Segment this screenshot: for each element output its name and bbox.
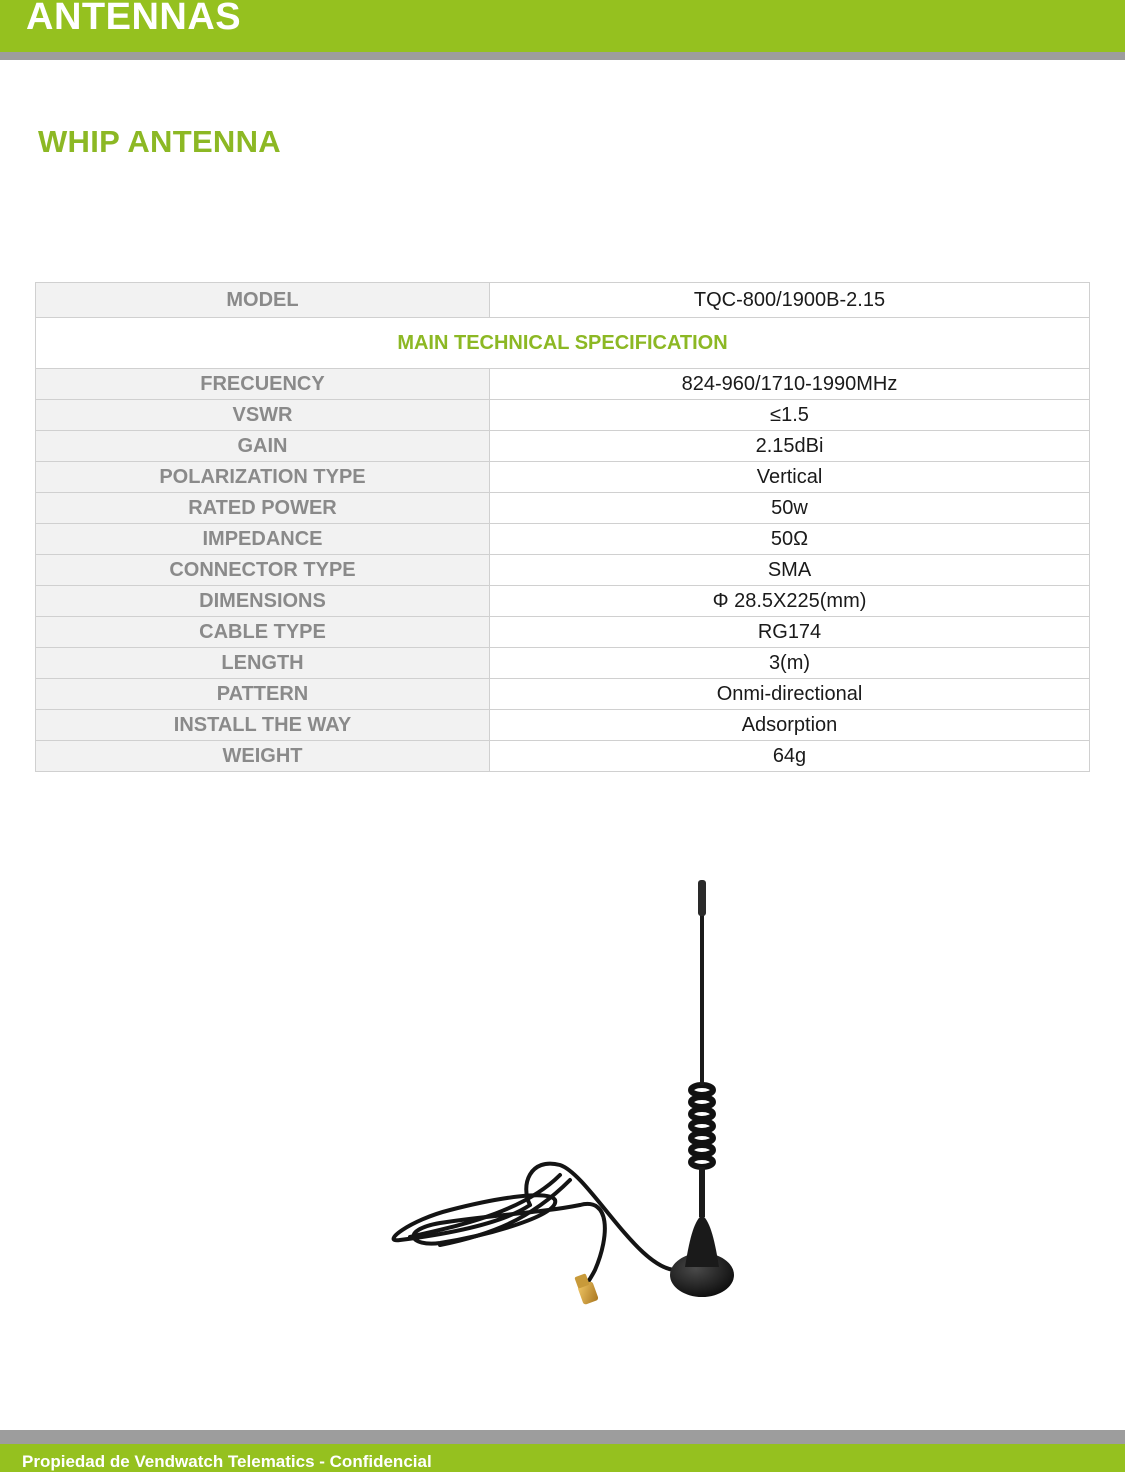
row-value: Φ 28.5X225(mm): [490, 586, 1090, 617]
row-value: RG174: [490, 617, 1090, 648]
row-value: ≤1.5: [490, 400, 1090, 431]
row-value: 50w: [490, 493, 1090, 524]
row-label: POLARIZATION TYPE: [36, 462, 490, 493]
table-row: [36, 431, 1090, 462]
table-row: [36, 586, 1090, 617]
row-value: Vertical: [490, 462, 1090, 493]
row-value: 3(m): [490, 648, 1090, 679]
table-row-section-heading: [36, 318, 1090, 369]
row-label: FRECUENCY: [36, 369, 490, 400]
row-value: SMA: [490, 555, 1090, 586]
row-label: WEIGHT: [36, 741, 490, 772]
spec-table: [35, 282, 1090, 772]
row-label: VSWR: [36, 400, 490, 431]
row-label: CABLE TYPE: [36, 617, 490, 648]
row-label: CONNECTOR TYPE: [36, 555, 490, 586]
table-row: [36, 741, 1090, 772]
table-row: [36, 617, 1090, 648]
table-row: [36, 462, 1090, 493]
table-row: [36, 710, 1090, 741]
table-row: [36, 648, 1090, 679]
spec-section-heading: MAIN TECHNICAL SPECIFICATION: [36, 318, 1090, 369]
row-value: 50Ω: [490, 524, 1090, 555]
row-label: IMPEDANCE: [36, 524, 490, 555]
table-row: [36, 369, 1090, 400]
footer-confidential-text: Propiedad de Vendwatch Telematics - Confidencial: [22, 1452, 432, 1471]
table-row: [36, 679, 1090, 710]
row-value: Onmi-directional: [490, 679, 1090, 710]
row-label: GAIN: [36, 431, 490, 462]
row-value: Adsorption: [490, 710, 1090, 741]
row-label: RATED POWER: [36, 493, 490, 524]
table-row: [36, 555, 1090, 586]
table-row-model: [36, 283, 1090, 318]
sma-connector-icon: [574, 1273, 599, 1305]
row-value: 2.15dBi: [490, 431, 1090, 462]
antenna-product-image: [380, 875, 750, 1315]
row-label: LENGTH: [36, 648, 490, 679]
footer-divider: [0, 1430, 1125, 1444]
table-row: [36, 493, 1090, 524]
row-value: 64g: [490, 741, 1090, 772]
model-value: TQC-800/1900B-2.15: [490, 283, 1090, 318]
model-label: MODEL: [36, 283, 490, 318]
row-value: 824-960/1710-1990MHz: [490, 369, 1090, 400]
header-divider: [0, 52, 1125, 60]
section-title: WHIP ANTENNA: [38, 124, 281, 159]
row-label: DIMENSIONS: [36, 586, 490, 617]
row-label: INSTALL THE WAY: [36, 710, 490, 741]
row-label: PATTERN: [36, 679, 490, 710]
table-row: [36, 524, 1090, 555]
table-row: [36, 400, 1090, 431]
page-header-title: ANTENNAS: [26, 0, 242, 38]
